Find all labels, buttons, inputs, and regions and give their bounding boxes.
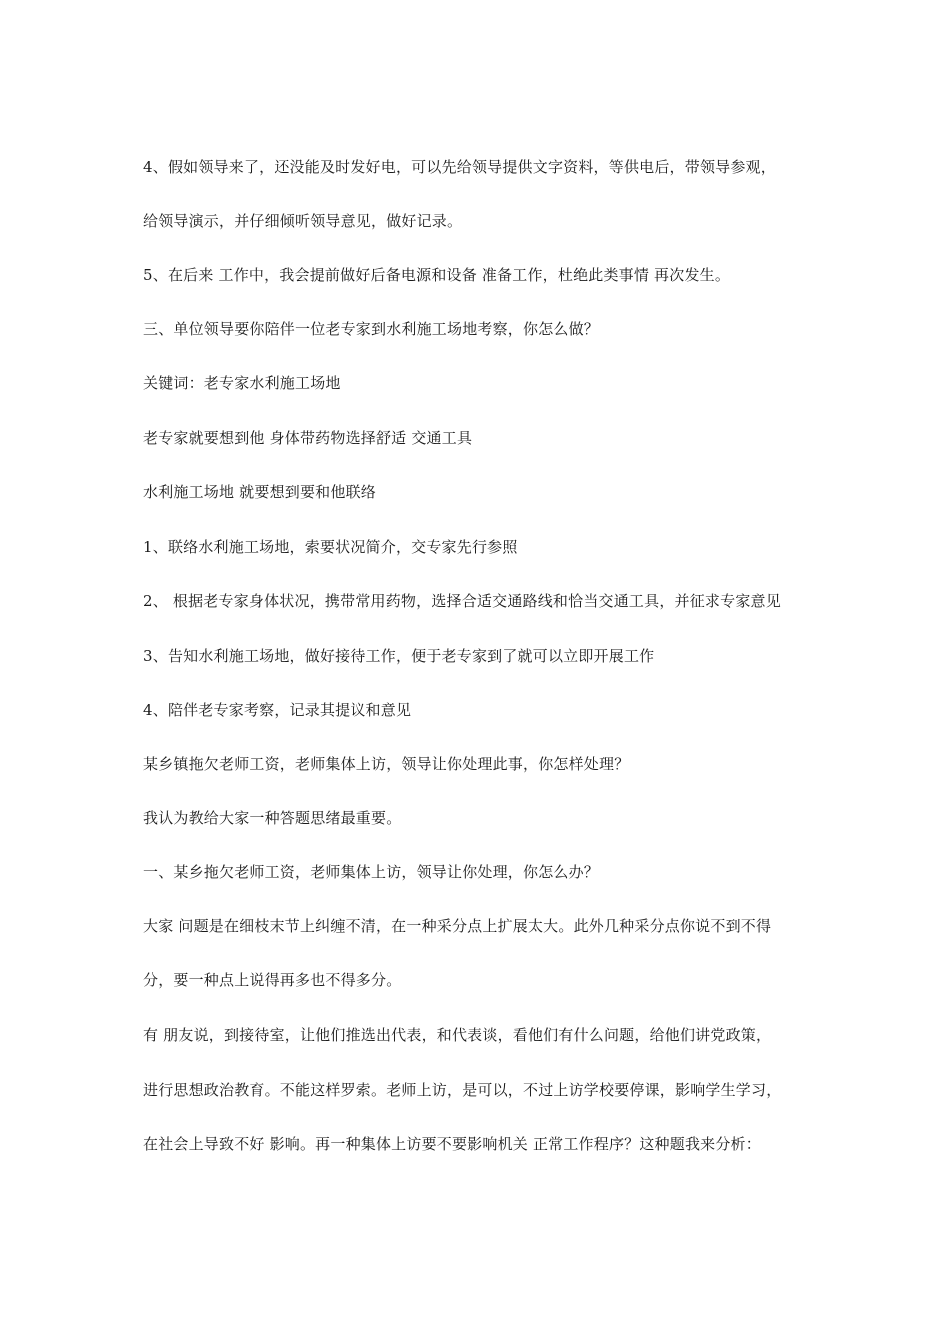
paragraph-line-1: 4、假如领导来了，还没能及时发好电，可以先给领导提供文字资料，等供电后，带领导参观， bbox=[143, 158, 776, 176]
paragraph-line-16: 分，要一种点上说得再多也不得多分。 bbox=[143, 971, 402, 989]
list-item-4: 4、陪伴老专家考察，记录其提议和意见 bbox=[143, 701, 412, 719]
paragraph-line-15: 大家 问题是在细枝末节上纠缠不清，在一种采分点上扩展太大。此外几种采分点你说不到不得 bbox=[143, 917, 772, 935]
paragraph-line-19: 在社会上导致不好 影响。再一种集体上访要不要影响机关 正常工作程序？这种题我来分析： bbox=[143, 1135, 761, 1153]
question-heading: 某乡镇拖欠老师工资，老师集体上访，领导让你处理此事，你怎样处理？ bbox=[143, 755, 630, 773]
list-item-1: 1、联络水利施工场地，索要状况简介，交专家先行参照 bbox=[143, 538, 518, 556]
paragraph-line-6: 老专家就要想到他 身体带药物选择舒适 交通工具 bbox=[143, 429, 473, 447]
keywords-line: 关键词：老专家水利施工场地 bbox=[143, 374, 341, 392]
section-heading-1: 一、某乡拖欠老师工资，老师集体上访，领导让你处理，你怎么办？ bbox=[143, 863, 600, 881]
list-item-2: 2、 根据老专家身体状况，携带常用药物，选择合适交通路线和恰当交通工具，并征求专家意见 bbox=[143, 592, 781, 610]
paragraph-line-7: 水利施工场地 就要想到要和他联络 bbox=[143, 483, 376, 501]
paragraph-line-13: 我认为教给大家一种答题思绪最重要。 bbox=[143, 809, 402, 827]
section-heading-3: 三、单位领导要你陪伴一位老专家到水利施工场地考察，你怎么做？ bbox=[143, 320, 600, 338]
list-item-3: 3、告知水利施工场地，做好接待工作，便于老专家到了就可以立即开展工作 bbox=[143, 647, 655, 665]
paragraph-line-2: 给领导演示，并仔细倾听领导意见，做好记录。 bbox=[143, 212, 463, 230]
paragraph-line-18: 进行思想政治教育。不能这样罗索。老师上访，是可以，不过上访学校要停课，影响学生学习， bbox=[143, 1081, 782, 1099]
paragraph-line-3: 5、在后来 工作中，我会提前做好后备电源和设备 准备工作，杜绝此类事情 再次发生。 bbox=[143, 266, 731, 284]
paragraph-line-17: 有 朋友说，到接待室，让他们推选出代表，和代表谈，看他们有什么问题，给他们讲党政策， bbox=[143, 1026, 772, 1044]
